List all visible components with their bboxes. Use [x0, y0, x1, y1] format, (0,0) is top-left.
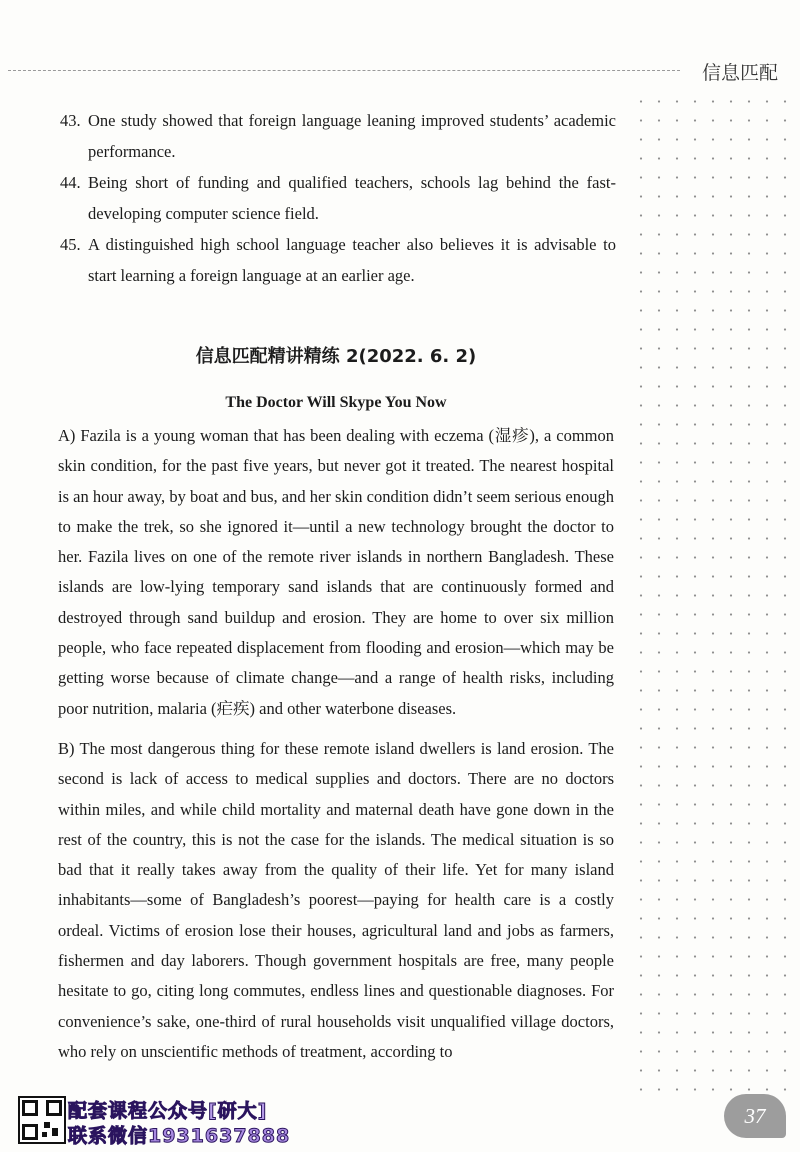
question-item	[60, 106, 616, 167]
question-item	[60, 168, 616, 229]
question-item	[60, 230, 616, 291]
question-number: 43.	[60, 111, 81, 130]
question-number: 44.	[60, 173, 81, 192]
watermark-line-1: 配套课程公众号[研大]	[68, 1100, 268, 1122]
header-rule	[8, 70, 680, 71]
question-text: One study showed that foreign language leaning improved students’ academic performance.	[88, 111, 616, 161]
article-title: The Doctor Will Skype You Now	[225, 394, 447, 411]
paragraph-b: B) The most dangerous thing for these remote island dwellers is land erosion. The second is lack of access to medical supplies and doctors. There are no doctors within miles, and while child mortality and maternal death have gone down in the rest of the country, this is not the case for the islands. The medical situation is so bad that it really takes away from the quality of their life. Yet for many island inhabitants—some of Bangladesh’s poorest—paying for health care is a costly ordeal. Victims of erosion lose their houses, agricultural land and jobs as farmers, fishermen and day laborers. Though government hospitals are free, many people hesitate to go, citing long commutes, endless lines and questionable diagnoses. For convenience’s sake, one-third of rural households visit unqualified village doctors, who rely on unscientific methods of treatment, according to	[58, 738, 614, 1061]
question-text: Being short of funding and qualified teachers, schools lag behind the fast-developing computer science field.	[88, 173, 616, 223]
page-number: 37	[724, 1094, 786, 1138]
header-title: 信息匹配	[701, 62, 778, 84]
question-list	[60, 106, 616, 292]
paragraph-a: A) Fazila is a young woman that has been dealing with eczema (湿疹), a common skin condition, for the past five years, but never got it treated. The nearest hospital is an hour away, by boat and bus, and her skin condition didn’t seem serious enough to make the trek, so she ignored it—until a new technology brought the doctor to her. Fazila lives on one of the remote river islands in northern Bangladesh. These islands are low-lying temporary sand islands that are continuously formed and destroyed through sand buildup and erosion. They are home to over six million people, who face repeated displacement from flooding and erosion—which may be getting worse because of climate change—and a range of health risks, including poor nutrition, malaria (疟疾) and other waterbone diseases.	[58, 426, 614, 718]
dot-grid-margin	[628, 92, 800, 1102]
question-number: 45.	[60, 235, 81, 254]
question-text: A distinguished high school language teacher also believes it is advisable to start learning a foreign language at an earlier age.	[88, 235, 616, 285]
article-body	[58, 421, 614, 1077]
watermark-line-2: 联系微信1931637888	[68, 1125, 291, 1147]
qr-code-icon	[18, 1096, 66, 1144]
section-title: 信息匹配精讲精练 2(2022. 6. 2)	[195, 346, 477, 367]
